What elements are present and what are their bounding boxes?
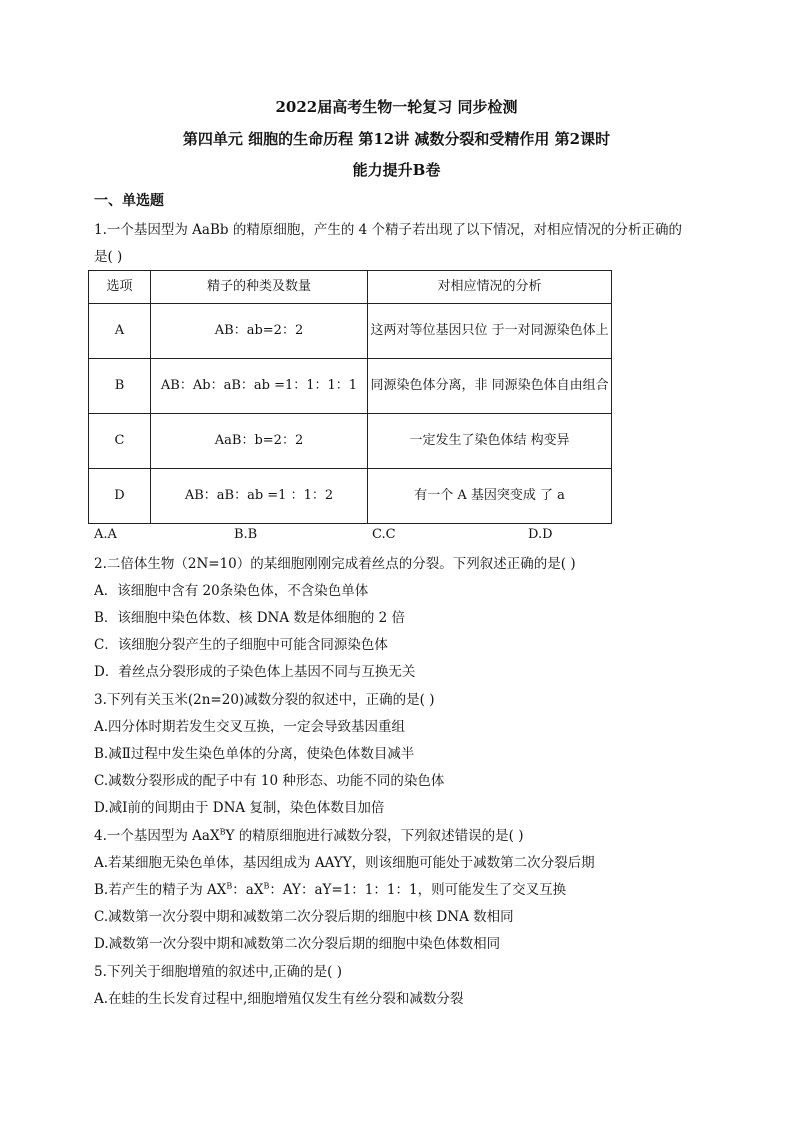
- q3-option-d[interactable]: D.减Ⅰ前的间期由于 DNA 复制，染色体数目加倍: [94, 800, 385, 816]
- q2-option-c[interactable]: C．该细胞分裂产生的子细胞中可能含同源染色体: [94, 637, 388, 653]
- doc-title-line3: 能力提升B卷: [352, 161, 441, 179]
- table-cell-analysis: 有一个 A 基因突变成 了 a: [368, 469, 612, 524]
- q1-stem-line2: 是( ): [94, 249, 123, 265]
- q4-option-b-sup: B: [263, 881, 270, 891]
- doc-title-line2: 第四单元 细胞的生命历程 第12讲 减数分裂和受精作用 第2课时: [182, 130, 611, 148]
- table-row: [89, 469, 612, 524]
- q4-option-b[interactable]: [94, 878, 566, 898]
- table-header-row: [89, 271, 612, 304]
- table-cell-analysis: 这两对等位基因只位 于一对同源染色体上: [368, 304, 612, 359]
- table-header-analysis: 对相应情况的分析: [368, 271, 612, 304]
- q3-option-a[interactable]: A.四分体时期若发生交叉互换，一定会导致基因重组: [94, 719, 406, 735]
- q1-option-d[interactable]: D.D: [528, 527, 553, 542]
- q4-stem-text: Y 的精原细胞进行减数分裂，下列叙述错误的是( ): [225, 828, 524, 844]
- table-cell-sperm: AB：aB：ab =1 ：1：2: [150, 469, 367, 524]
- q5-stem: 5.下列关于细胞增殖的叙述中,正确的是( ): [94, 964, 342, 980]
- q1-option-b[interactable]: B.B: [234, 527, 258, 542]
- q2-stem: 2.二倍体生物（2N=10）的某细胞刚刚完成着丝点的分裂。下列叙述正确的是( ): [94, 556, 576, 572]
- table-cell-sperm: AaB：b=2：2: [150, 414, 367, 469]
- table-row: [89, 359, 612, 414]
- q1-stem-line1: 1.一个基因型为 AaBb 的精原细胞，产生的 4 个精子若出现了以下情况，对相应情况的分析正确的: [94, 222, 682, 238]
- table-cell-option: B: [89, 359, 151, 414]
- table-cell-option: D: [89, 469, 151, 524]
- q4-stem-sup: B: [219, 827, 226, 837]
- q4-option-b-sup: B: [226, 881, 233, 891]
- table-cell-option: A: [89, 304, 151, 359]
- section-title: 一、单选题: [94, 193, 164, 209]
- table-row: [89, 414, 612, 469]
- q2-option-b[interactable]: B．该细胞中染色体数、核 DNA 数是体细胞的 2 倍: [94, 610, 406, 626]
- table-cell-analysis: 同源染色体分离，非 同源染色体自由组合: [368, 359, 612, 414]
- doc-title-line1: 2022届高考生物一轮复习 同步检测: [275, 98, 518, 116]
- q1-table: [88, 270, 612, 524]
- q3-stem: 3.下列有关玉米(2n=20)减数分裂的叙述中，正确的是( ): [94, 692, 435, 708]
- table-cell-sperm: AB：ab=2：2: [150, 304, 367, 359]
- table-cell-analysis: 一定发生了染色体结 构变异: [368, 414, 612, 469]
- q3-option-b[interactable]: B.减Ⅱ过程中发生染色单体的分离，使染色体数目减半: [94, 746, 415, 762]
- q4-option-b-text: ：aX: [232, 882, 264, 898]
- table-cell-sperm: AB：Ab：aB：ab =1：1：1：1: [150, 359, 367, 414]
- q4-option-c[interactable]: C.减数第一次分裂中期和减数第二次分裂后期的细胞中核 DNA 数相同: [94, 909, 514, 925]
- q4-option-d[interactable]: D.减数第一次分裂中期和减数第二次分裂后期的细胞中染色体数相同: [94, 936, 501, 952]
- q2-option-d[interactable]: D．着丝点分裂形成的子染色体上基因不同与互换无关: [94, 664, 416, 680]
- table-header-option: 选项: [89, 271, 151, 304]
- q4-stem: [94, 824, 524, 844]
- q1-option-c[interactable]: C.C: [372, 527, 396, 542]
- q4-option-b-text: B.若产生的精子为 AX: [94, 882, 227, 898]
- table-row: [89, 304, 612, 359]
- table-header-sperm: 精子的种类及数量: [150, 271, 367, 304]
- q4-option-b-text: ：AY：aY=1：1：1：1，则可能发生了交叉互换: [269, 882, 567, 898]
- q3-option-c[interactable]: C.减数分裂形成的配子中有 10 种形态、功能不同的染色体: [94, 773, 445, 789]
- table-cell-option: C: [89, 414, 151, 469]
- q4-stem-text: 4.一个基因型为 AaX: [94, 828, 220, 844]
- q5-option-a[interactable]: A.在蛙的生长发育过程中,细胞增殖仅发生有丝分裂和减数分裂: [94, 991, 464, 1007]
- q1-option-a[interactable]: A.A: [94, 527, 117, 542]
- q2-option-a[interactable]: A．该细胞中含有 20条染色体，不含染色单体: [94, 583, 369, 599]
- q4-option-a[interactable]: A.若某细胞无染色单体，基因组成为 AAYY，则该细胞可能处于减数第二次分裂后期: [94, 855, 595, 871]
